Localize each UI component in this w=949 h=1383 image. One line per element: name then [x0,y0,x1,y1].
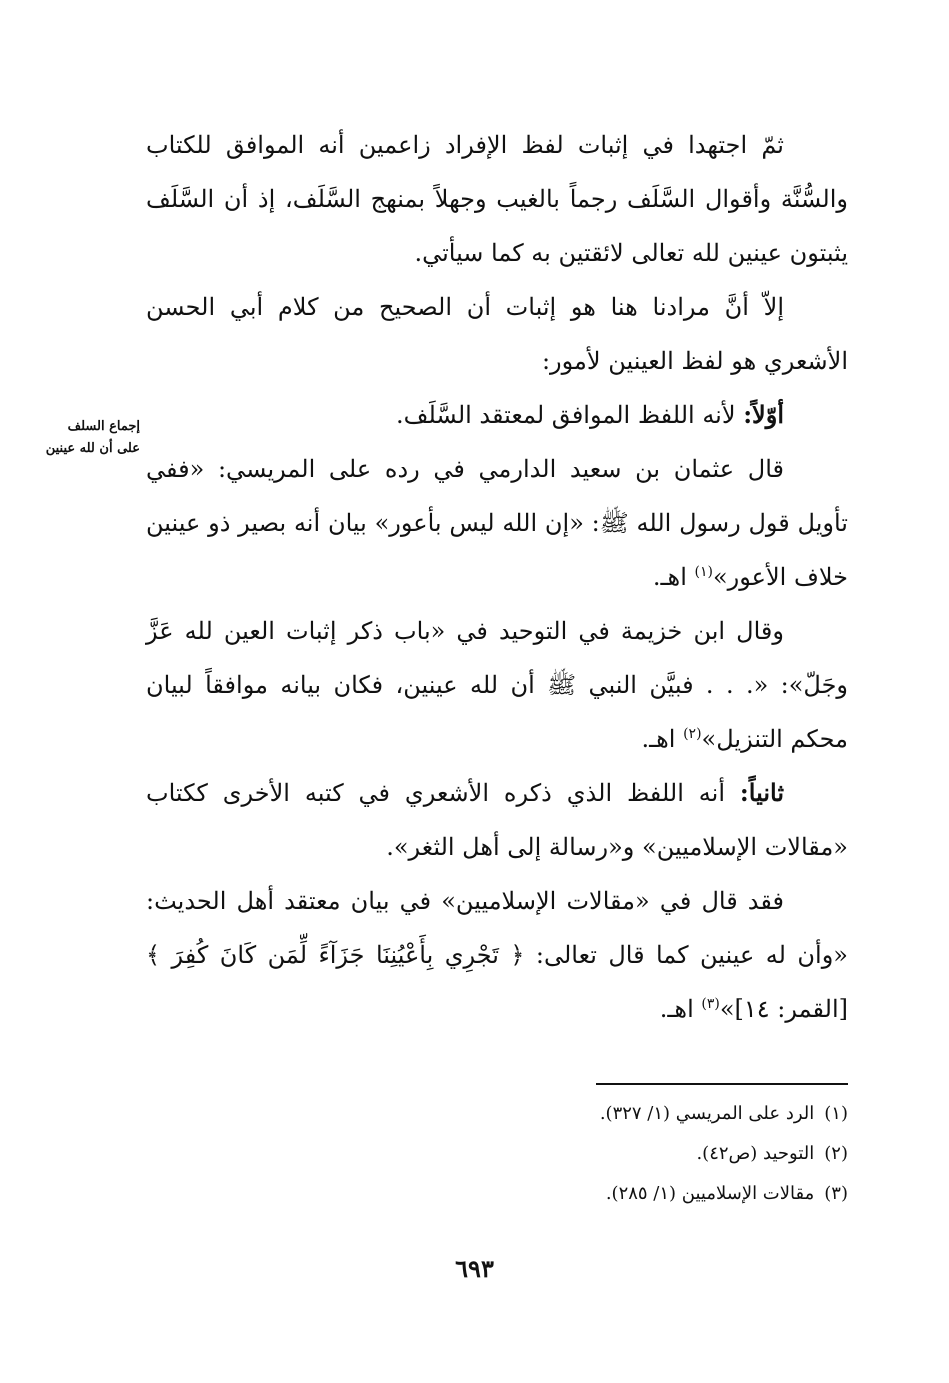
paragraph-4 [146,442,848,604]
margin-note [22,416,140,460]
paragraph-3 [146,388,848,442]
paragraph-1-text: ثمّ اجتهدا في إثبات لفظ الإفراد زاعمين أنه الموافق للكتاب والسُّنَّة وأقوال السَّلَف رجماً بالغيب وجهلاً بمنهج السَّلَف، إذ أن السَّلَف يثبتون عينين لله تعالى لائقتين به كما سيأتي. [146,131,848,267]
footnote-1-number: (١) [824,1103,848,1124]
paragraph-4-text: قال عثمان بن سعيد الدارمي في رده على المريسي: «ففي تأويل قول رسول الله ﷺ: «إن الله ليس بأعور» بيان أنه بصير ذو عينين خلاف الأعور» [146,455,848,591]
footnote-3-number: (٣) [824,1183,848,1204]
paragraph-2 [146,280,848,388]
footnote-2-text: التوحيد (ص٤٢). [696,1143,815,1164]
paragraph-3-text: لأنه اللفظ الموافق لمعتقد السَّلَف. [395,401,744,429]
paragraph-6-text: أنه اللفظ الذي ذكره الأشعري في كتبه الأخرى ككتاب «مقالات الإسلاميين» و«رسالة إلى أهل الثغر». [146,779,848,861]
footnote-2 [400,1134,848,1174]
paragraph-7-after: اهـ. [659,995,702,1023]
footnotes [400,1094,848,1214]
footnote-3-text: مقالات الإسلاميين (١/ ٢٨٥). [605,1183,815,1204]
paragraph-7 [146,874,848,1036]
footnote-ref-3[interactable]: (٣) [701,996,720,1012]
footnote-1 [400,1094,848,1134]
paragraph-7-text: فقد قال في «مقالات الإسلاميين» في بيان معتقد أهل الحديث: «وأن له عينين كما قال تعالى: ﴿ تَجْرِي بِأَعْيُنِنَا جَزَآءً لِّمَن كَانَ كُفِرَ ﴾ [القمر: ١٤]» [146,887,848,1023]
margin-note-line-2: على أن لله عينين [45,441,140,456]
footnote-divider [596,1083,848,1085]
paragraph-1 [146,118,848,280]
point-second-label: ثانياً: [739,778,784,807]
paragraph-4-after: اهـ. [652,563,695,591]
paragraph-2-text: إلاّ أنَّ مرادنا هنا هو إثبات أن الصحيح من كلام أبي الحسن الأشعري هو لفظ العينين لأمور: [146,293,848,375]
footnote-ref-1[interactable]: (١) [694,564,713,580]
paragraph-6 [146,766,848,874]
page-number: ٦٩٣ [455,1254,494,1283]
point-first-label: أوّلاً: [743,400,784,429]
footnote-ref-2[interactable]: (٢) [683,726,702,742]
main-text [146,118,848,1036]
paragraph-5-text: وقال ابن خزيمة في التوحيد في «باب ذكر إثبات العين لله عَزَّ وجَلّ»: «. . . فبيَّن النبي ﷺ أن لله عينين، فكان بيانه موافقاً لبيان محكم التنزيل» [146,617,848,753]
paragraph-5-after: اهـ. [641,725,684,753]
footnote-2-number: (٢) [824,1143,848,1164]
margin-note-line-1: إجماع السلف [67,419,140,434]
paragraph-5 [146,604,848,766]
footnote-3 [400,1174,848,1214]
footnote-1-text: الرد على المريسي (١/ ٣٢٧). [599,1103,815,1124]
